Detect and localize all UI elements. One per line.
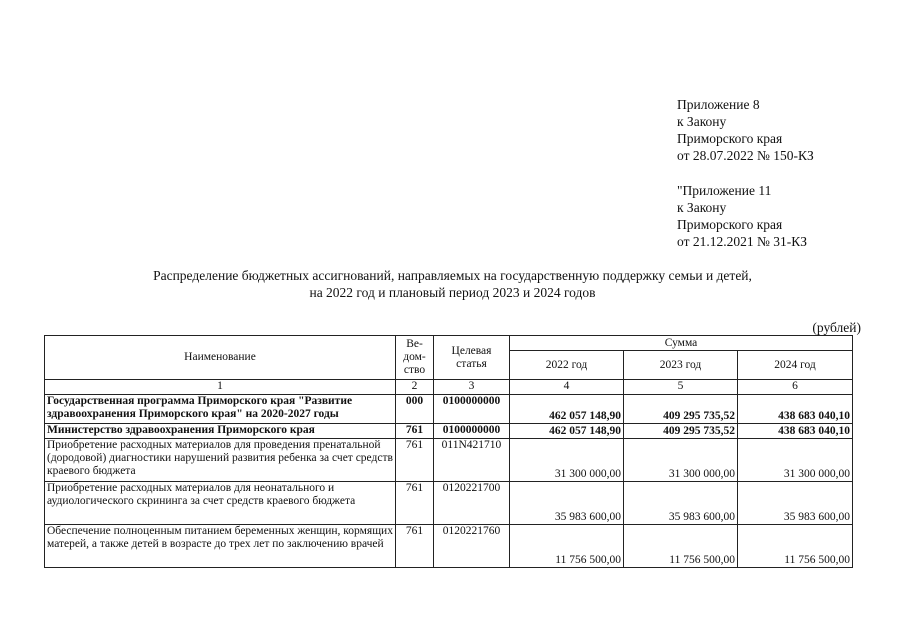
row-dept: 761 bbox=[396, 482, 434, 525]
row-2024: 438 683 040,10 bbox=[738, 395, 853, 424]
row-name: Приобретение расходных материалов для проведения пренатальной (дородовой) диагностики нарушений развития ребенка за счет средств краевого бюджета bbox=[45, 439, 396, 482]
document-title bbox=[60, 267, 845, 301]
table-row bbox=[45, 395, 853, 424]
header-year-2024: 2024 год bbox=[738, 351, 853, 380]
appendix-line: Приложение 8 bbox=[677, 97, 760, 112]
row-2023: 35 983 600,00 bbox=[624, 482, 738, 525]
units-label: (рублей) bbox=[812, 320, 861, 335]
row-2022: 31 300 000,00 bbox=[510, 439, 624, 482]
column-number: 5 bbox=[624, 380, 738, 395]
column-number: 1 bbox=[45, 380, 396, 395]
appendix-line: Приморского края bbox=[677, 217, 783, 232]
header-year-2022: 2022 год bbox=[510, 351, 624, 380]
appendix-line: от 28.07.2022 № 150-КЗ bbox=[677, 148, 814, 163]
row-target: 0120221700 bbox=[434, 482, 510, 525]
row-2024: 11 756 500,00 bbox=[738, 525, 853, 568]
row-2024: 31 300 000,00 bbox=[738, 439, 853, 482]
row-2023: 11 756 500,00 bbox=[624, 525, 738, 568]
row-name: Приобретение расходных материалов для неонатального и аудиологического скрининга за счет средств краевого бюджета bbox=[45, 482, 396, 525]
row-name: Государственная программа Приморского края "Развитие здравоохранения Приморского края" на 2020-2027 годы bbox=[45, 395, 396, 424]
appendix-11-reference bbox=[677, 182, 807, 250]
appendix-line: Приморского края bbox=[677, 131, 783, 146]
title-line-2: на 2022 год и плановый период 2023 и 2024 годов bbox=[309, 285, 596, 300]
row-target: 011N421710 bbox=[434, 439, 510, 482]
allocation-table bbox=[44, 335, 853, 568]
row-dept: 761 bbox=[396, 424, 434, 439]
column-number: 6 bbox=[738, 380, 853, 395]
row-target: 0100000000 bbox=[434, 424, 510, 439]
row-2024: 438 683 040,10 bbox=[738, 424, 853, 439]
header-sum: Сумма bbox=[510, 336, 853, 351]
appendix-line: к Закону bbox=[677, 200, 727, 215]
row-2022: 462 057 148,90 bbox=[510, 424, 624, 439]
appendix-8-reference bbox=[677, 96, 814, 164]
row-2022: 11 756 500,00 bbox=[510, 525, 624, 568]
header-dept: Ве- дом- ство bbox=[396, 336, 434, 380]
row-name: Министерство здравоохранения Приморского края bbox=[45, 424, 396, 439]
column-number: 3 bbox=[434, 380, 510, 395]
row-dept: 761 bbox=[396, 439, 434, 482]
appendix-line: "Приложение 11 bbox=[677, 183, 772, 198]
column-number: 2 bbox=[396, 380, 434, 395]
table-row bbox=[45, 439, 853, 482]
header-name: Наименование bbox=[45, 336, 396, 380]
appendix-line: от 21.12.2021 № 31-КЗ bbox=[677, 234, 807, 249]
column-number: 4 bbox=[510, 380, 624, 395]
row-dept: 000 bbox=[396, 395, 434, 424]
header-target: Целевая статья bbox=[434, 336, 510, 380]
table-row bbox=[45, 482, 853, 525]
column-number-row bbox=[45, 380, 853, 395]
row-2023: 31 300 000,00 bbox=[624, 439, 738, 482]
row-2022: 35 983 600,00 bbox=[510, 482, 624, 525]
header-year-2023: 2023 год bbox=[624, 351, 738, 380]
row-target: 0100000000 bbox=[434, 395, 510, 424]
row-2023: 409 295 735,52 bbox=[624, 395, 738, 424]
row-2024: 35 983 600,00 bbox=[738, 482, 853, 525]
row-dept: 761 bbox=[396, 525, 434, 568]
row-name: Обеспечение полноценным питанием беременных женщин, кормящих матерей, а также детей в возрасте до трех лет по заключению врачей bbox=[45, 525, 396, 568]
table-row bbox=[45, 424, 853, 439]
row-2022: 462 057 148,90 bbox=[510, 395, 624, 424]
row-target: 0120221760 bbox=[434, 525, 510, 568]
appendix-line: к Закону bbox=[677, 114, 727, 129]
row-2023: 409 295 735,52 bbox=[624, 424, 738, 439]
table-row bbox=[45, 525, 853, 568]
title-line-1: Распределение бюджетных ассигнований, направляемых на государственную поддержку семьи и детей, bbox=[153, 268, 752, 283]
